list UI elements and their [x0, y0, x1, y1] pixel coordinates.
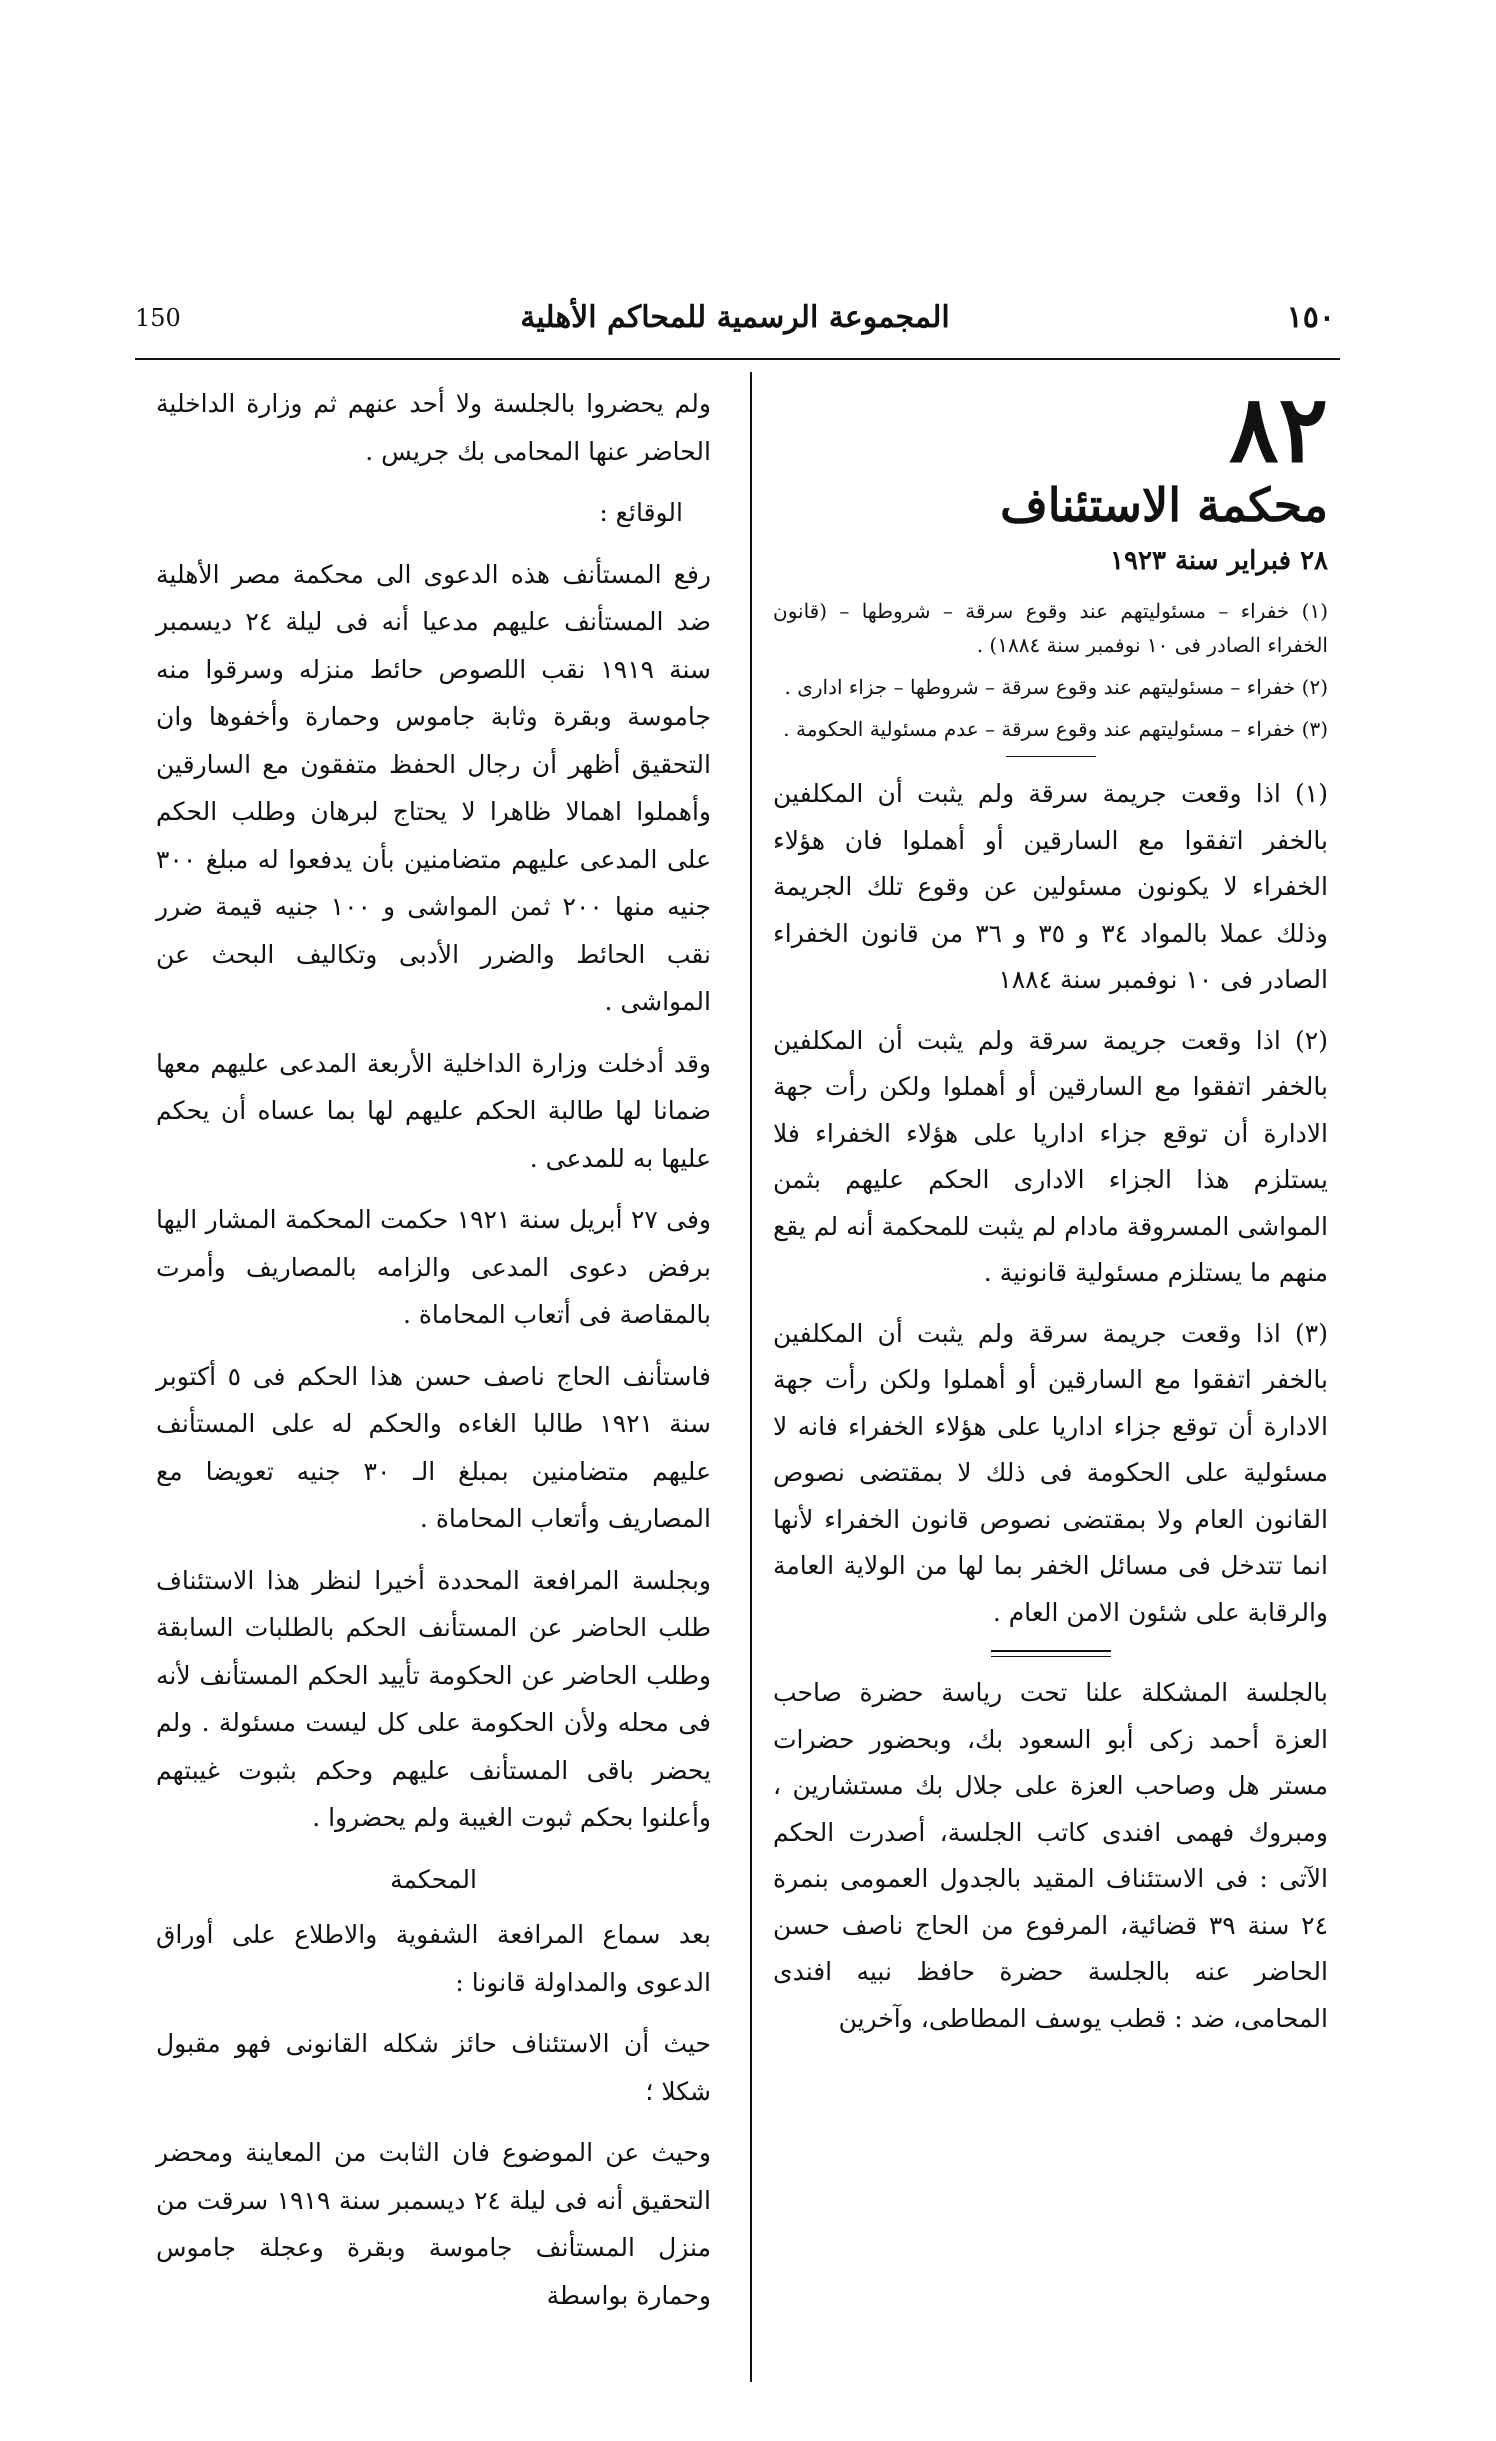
left-column [156, 380, 711, 2333]
headnote: (١) خفراء – مسئوليتهم عند وقوع سرقة – شروطها – (قانون الخفراء الصادر فى ١٠ نوفمبر سنة ١٨٨٤) . [773, 599, 1328, 657]
court-heading: المحكمة [390, 1864, 477, 1894]
judgment-date: ٢٨ فبراير سنة ١٩٢٣ [1110, 546, 1328, 576]
session-paragraph: بالجلسة المشكلة علنا تحت رياسة حضرة صاحب العزة أحمد زكى أبو السعود بك، وبحضور حضرات مستر هل وصاحب العزة على جلال بك مستشارين ، ومبروك فهمى افندى كاتب الجلسة، أصدرت الحكم الآتى : فى الاستئناف المقيد بالجدول العمومى بنمرة ٢٤ سنة ٣٩ قضائية، المرفوع من الحاج ناصف حسن الحاضر عنه بالجلسة حضرة حافظ نبيه افندى المحامى، ضد : قطب يوسف المطاطى، وآخرين [773, 1678, 1328, 2033]
column-divider [750, 372, 752, 2382]
facts-paragraph: فاستأنف الحاج ناصف حسن هذا الحكم فى ٥ أكتوبر سنة ١٩٢١ طالبا الغاءه والحكم له على المستأنف عليهم متضامنين بمبلغ الـ ٣٠ جنيه تعويضا مع المصاريف وأتعاب المحاماة . [156, 1361, 712, 1533]
page-number-latin: 150 [135, 304, 181, 332]
header-rule [135, 358, 1340, 360]
facts-paragraph: وفى ٢٧ أبريل سنة ١٩٢١ حكمت المحكمة المشار اليها برفض دعوى المدعى والزامه بالمصاريف وأمرت بالمقاصة فى أتعاب المحاماة . [156, 1205, 711, 1329]
court-paragraph: بعد سماع المرافعة الشفوية والاطلاع على أوراق الدعوى والمداولة قانونا : [156, 1920, 711, 1997]
right-column [773, 375, 1329, 2056]
principle-paragraph: (٢) اذا وقعت جريمة سرقة ولم يثبت أن المكلفين بالخفر اتفقوا مع السارقين أو أهملوا ولكن رأت جهة الادارة أن توقع جزاء اداريا على هؤلاء الخفراء فلا يستلزم هذا الجزاء الادارى الحكم عليهم بثمن المواشى المسروقة مادام لم يثبت للمحكمة أنه لم يقع منهم ما يستلزم مسئولية قانونية . [773, 1025, 1328, 1287]
short-divider [1006, 756, 1096, 757]
facts-paragraph: وبجلسة المرافعة المحددة أخيرا لنظر هذا الاستئناف طلب الحاضر عن المستأنف الحكم بالطلبات السابقة وطلب الحاضر عن الحكومة تأييد الحكم المستأنف لأنه فى محله ولأن الحكومة على كل ليست مسئولة . ولم يحضر باقى المستأنف عليهم وحكم بثبوت غيبتهم وأعلنوا بحكم ثبوت الغيبة ولم يحضروا . [156, 1565, 711, 1832]
facts-paragraph: وقد أدخلت وزارة الداخلية الأربعة المدعى عليهم معها ضمانا لها طالبة الحكم عليهم لها بما عساه أن يحكم عليها به للمدعى . [156, 1048, 711, 1173]
running-header [135, 300, 1335, 350]
principle-paragraph: (١) اذا وقعت جريمة سرقة ولم يثبت أن المكلفين بالخفر اتفقوا مع السارقين أو أهملوا فان هؤلاء الخفراء لا يكونون مسئولين عن وقوع تلك الجريمة وذلك عملا بالمواد ٣٤ و ٣٥ و ٣٦ من قانون الخفراء الصادر فى ١٠ نوفمبر سنة ١٨٨٤ [773, 779, 1329, 994]
court-paragraph: وحيث عن الموضوع فان الثابت من المعاينة ومحضر التحقيق أنه فى ليلة ٢٤ ديسمبر سنة ١٩١٩ سرقت من منزل المستأنف جاموسة وبقرة وعجلة جاموس وحمارة بواسطة [156, 2138, 711, 2310]
journal-title: المجموعة الرسمية للمحاكم الأهلية [520, 300, 950, 335]
headnote: (٢) خفراء – مسئوليتهم عند وقوع سرقة – شروطها – جزاء ادارى . [784, 675, 1328, 699]
section-divider [991, 1650, 1111, 1652]
facts-heading: الوقائع : [599, 498, 683, 527]
court-name: محكمة الاستئناف [1000, 478, 1328, 532]
facts-paragraph: رفع المستأنف هذه الدعوى الى محكمة مصر الأهلية ضد المستأنف عليهم مدعيا أنه فى ليلة ٢٤ ديسمبر سنة ١٩١٩ نقب اللصوص حائط منزله وسرقوا منه جاموسة وبقرة وثابة جاموس وحمارة وأخفوها وان التحقيق أظهر أن رجال الحفظ متفقون مع السارقين وأهملوا اهمالا ظاهرا لا يحتاج لبرهان وطلب الحكم على المدعى عليهم متضامنين بأن يدفعوا له مبلغ ٣٠٠ جنيه منها ٢٠٠ ثمن المواشى و ١٠٠ جنيه قيمة ضرر نقب الحائط والضرر الأدبى وتكاليف البحث عن المواشى . [156, 559, 712, 1016]
case-number: ٨٢ [1229, 375, 1328, 483]
intro-paragraph: ولم يحضروا بالجلسة ولا أحد عنهم ثم وزارة الداخلية الحاضر عنها المحامى بك جريس . [156, 389, 711, 466]
principle-paragraph: (٣) اذا وقعت جريمة سرقة ولم يثبت أن المكلفين بالخفر اتفقوا مع السارقين أو أهملوا ولكن رأت جهة الادارة أن توقع جزاء اداريا على هؤلاء الخفراء فانه لا مسئولية على الحكومة فى ذلك لا بمقتضى نصوص القانون العام ولا بمقتضى نصوص قانون الخفراء لأنها انما تتدخل فى مسائل الخفر بما لها من الولاية العامة والرقابة على شئون الامن العام . [773, 1318, 1328, 1627]
court-paragraph: حيث أن الاستئناف حائز شكله القانونى فهو مقبول شكلا ؛ [156, 2029, 711, 2106]
headnote: (٣) خفراء – مسئوليتهم عند وقوع سرقة – عدم مسئولية الحكومة . [783, 717, 1328, 741]
page-number-arabic: ١٥٠ [1286, 300, 1335, 335]
